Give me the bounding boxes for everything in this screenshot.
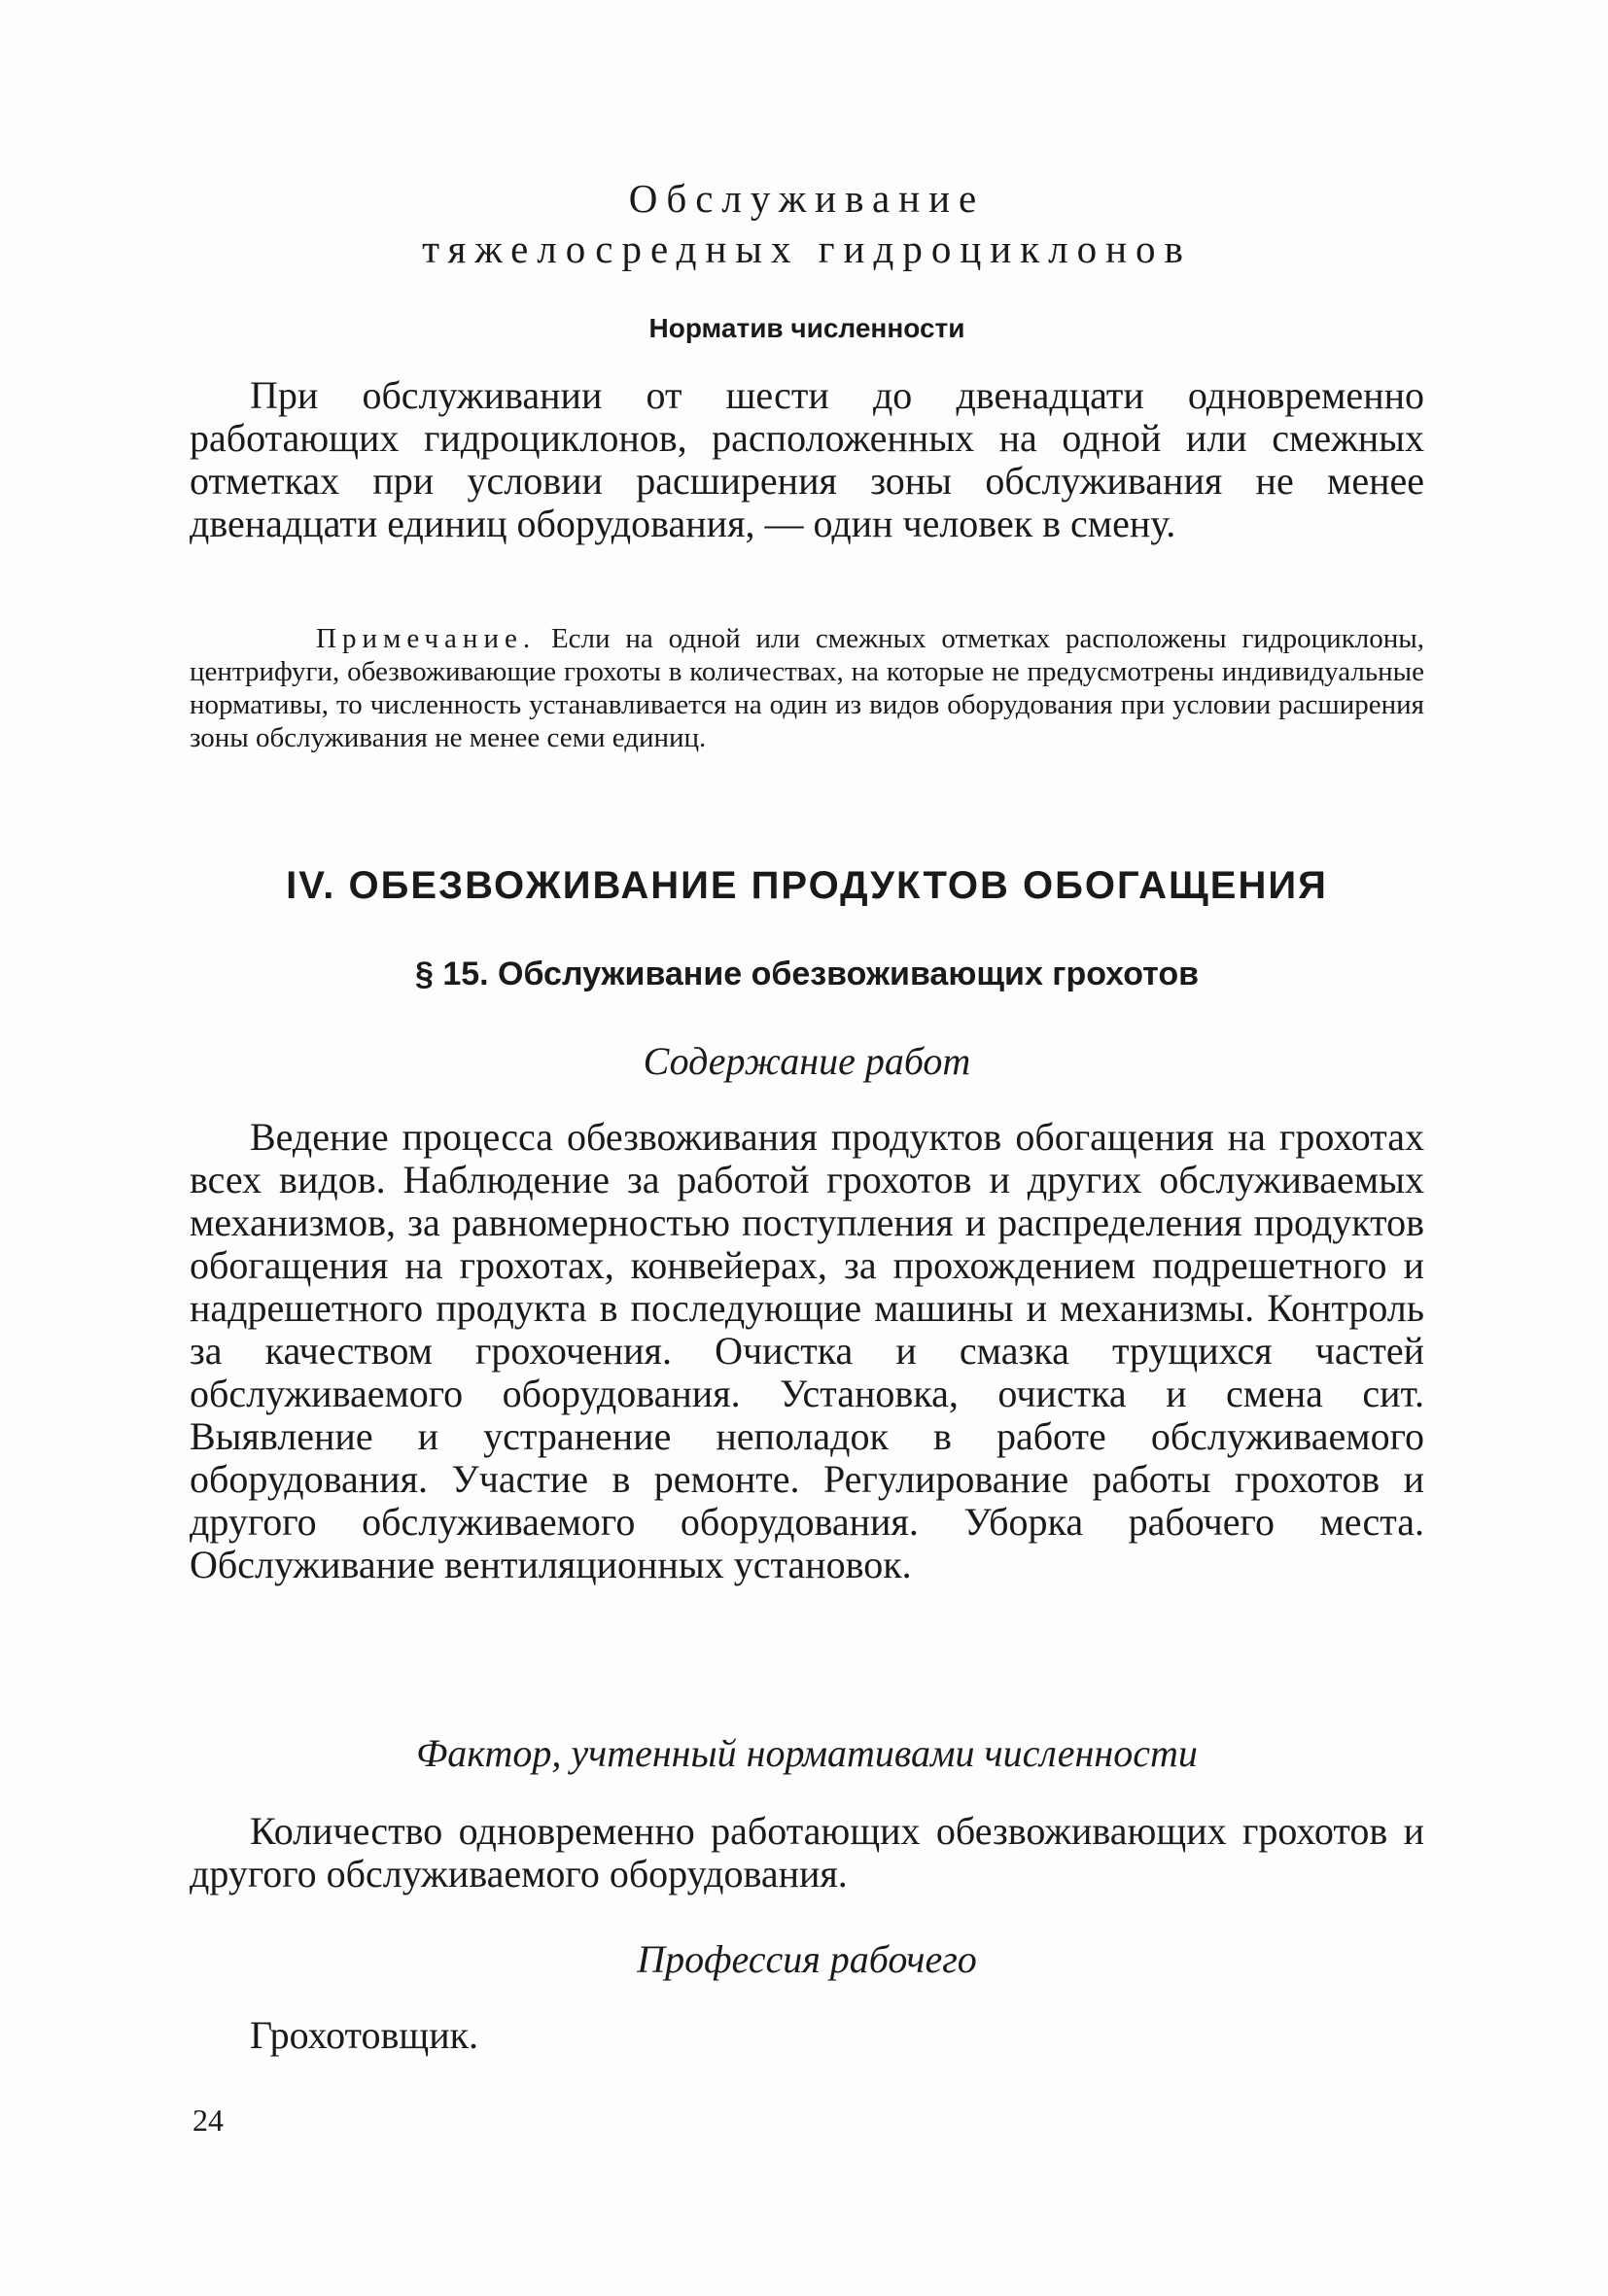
content-paragraph: Ведение процесса обезвоживания продуктов обогащения на грохотах всех видов. Наблюдение за работой грохотов и других обслуживаемых механизмов, за равномерностью поступления и распределения продуктов обогащения на грохотах, конвейерах, за прохождением подрешетного и надрешетного продукта в последующие машины и механизмы. Контроль за качеством грохочения. Очистка и смазка трущихся частей обслуживаемого оборудования. Установка, очистка и смена сит. Выявление и устранение неполадок в работе обслуживаемого оборудования. Участие в ремонте. Регулирование работы грохотов и другого обслуживаемого оборудования. Уборка рабочего места. Обслуживание вентиляционных установок. xyxy=(190,1115,1424,1586)
norm-paragraph: При обслуживании от шести до двенадцати одновременно работающих гидроциклонов, расположенных на одной или смежных отметках при условии расширения зоны обслуживания не менее двенадцати единиц оборудования, — один человек в смену. xyxy=(190,373,1424,545)
note-paragraph xyxy=(190,622,1424,754)
profession-paragraph: Грохотовщик. xyxy=(250,2013,479,2057)
hydrocyclone-title xyxy=(190,173,1424,274)
title-line-1: Обслуживание xyxy=(628,176,986,221)
title-line-2: тяжелосредных гидроциклонов xyxy=(422,226,1192,271)
note-label: Примечание. xyxy=(316,623,537,654)
chapter-title: IV. ОБЕЗВОЖИВАНИЕ ПРОДУКТОВ ОБОГАЩЕНИЯ xyxy=(286,864,1328,907)
content-heading: Содержание работ xyxy=(643,1039,971,1083)
profession-heading: Профессия рабочего xyxy=(637,1937,977,1981)
note-body: Если на одной или смежных отметках расположены гидроциклоны, центрифуги, обезвоживающие грохоты в количествах, на которые не предусмотрены индивидуальные нормативы, то численность устанавливается на один из видов оборудования при условии расширения зоны обслуживания не менее семи единиц. xyxy=(190,623,1425,753)
page-number: 24 xyxy=(192,2103,224,2138)
factor-paragraph: Количество одновременно работающих обезвоживающих грохотов и другого обслуживаемого оборудования. xyxy=(190,1809,1424,1896)
factor-heading: Фактор, учтенный нормативами численности xyxy=(416,1731,1198,1775)
section-title: § 15. Обслуживание обезвоживающих грохотов xyxy=(414,956,1200,992)
norm-heading: Норматив численности xyxy=(648,313,965,343)
